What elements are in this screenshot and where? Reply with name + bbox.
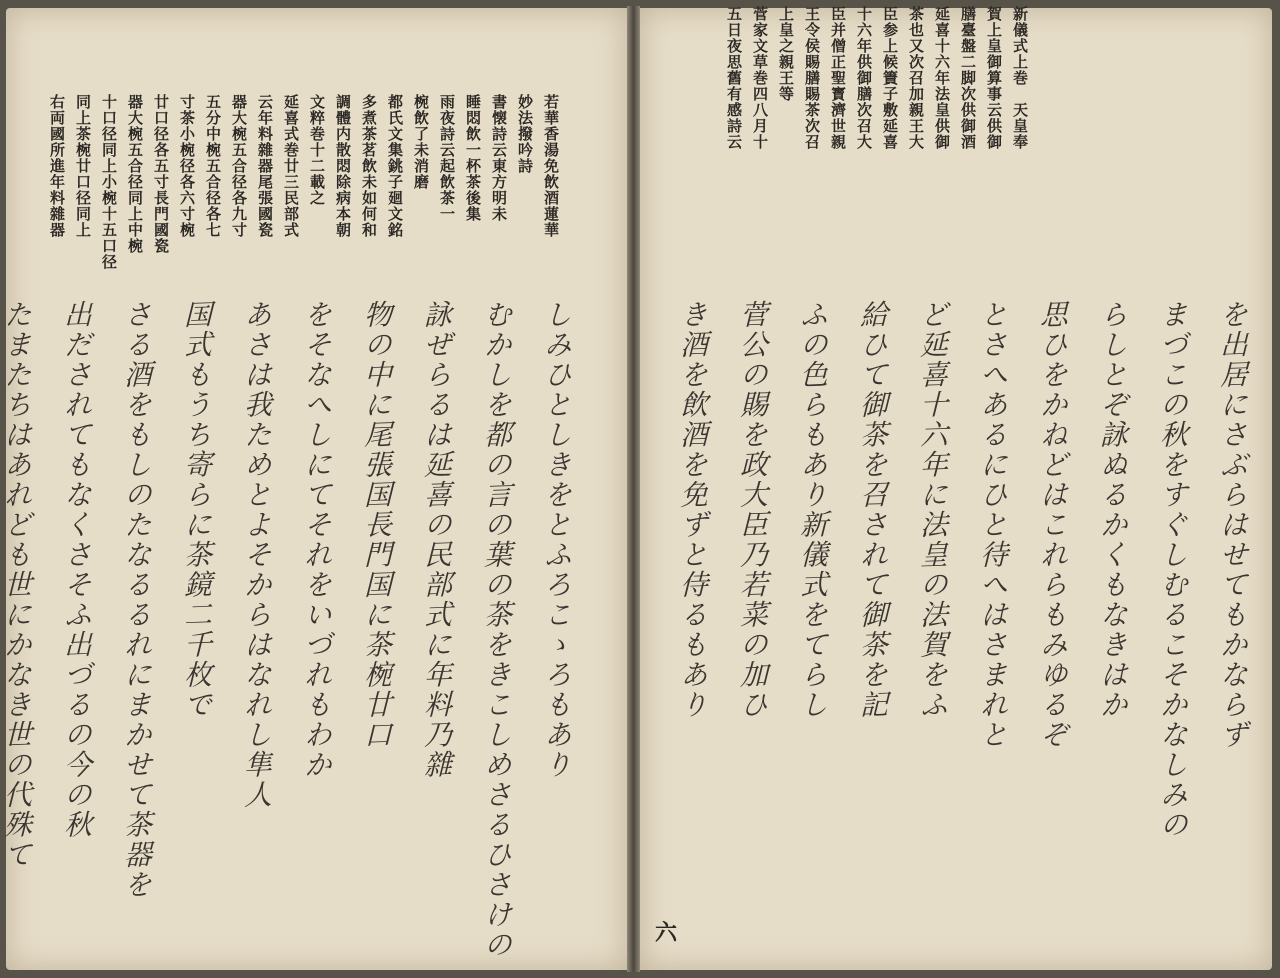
note-column: 臣并僧正聖寳濟世親 [829, 6, 847, 150]
handwritten-column: むかしを都の言の葉の茶をきこしめさるひさけの [480, 299, 513, 961]
handwritten-column: らしとぞ詠ぬるかくもなきはか [1096, 299, 1129, 721]
note-column: 五日夜思舊有感詩云 [725, 6, 743, 150]
note-column: 器大椀五合径同上中椀 [126, 94, 144, 254]
note-column: 臣参上候簀子敷延喜 [881, 6, 899, 150]
handwritten-column: たまたちはあれども世にかなき世の代殊て [0, 299, 33, 871]
note-column: 書懐詩云東方明未 [490, 94, 508, 222]
left-handwritten-text [0, 299, 586, 961]
note-column: 五分中椀五合径各七 [204, 94, 222, 238]
note-column: 云年料雜器尾張國瓷 [256, 94, 274, 238]
handwritten-column: 思ひをかねどはこれらもみゆるぞ [1036, 299, 1069, 751]
note-column: 延喜式巻廿三民部式 [282, 94, 300, 238]
handwritten-column: 物の中に尾張国長門国に茶椀廿口 [360, 299, 393, 751]
note-column: 膳臺盤二脚次供御酒 [959, 6, 977, 150]
note-column: 多煮茶茗飲未如何和 [360, 94, 378, 238]
note-column: 器大椀五合径各九寸 [230, 94, 248, 238]
note-column: 上皇之親王等 [777, 6, 795, 102]
handwritten-column: まづこの秋をすぐしむるこそかなしみの [1156, 299, 1189, 841]
note-column: 椀飲了未消磨 [412, 94, 430, 190]
handwritten-column: 給ひて御茶を召されて御茶を記 [856, 299, 889, 721]
handwritten-column: ふの色らもあり新儀式をてらし [796, 299, 829, 721]
note-column: 文粹巻十二載之 [308, 94, 326, 206]
handwritten-column: 菅公の賜を政大臣乃若菜の加ひ [736, 299, 769, 721]
note-column: 茶也又次召加親王大 [907, 6, 925, 150]
note-column: 十六年供御膳次召大 [855, 6, 873, 150]
note-column: 若華香湯免飲酒蓮華 [542, 94, 560, 238]
note-column: 延喜十六年法皇供御 [933, 6, 951, 150]
note-column: 王令侯賜膳賜茶次召 [803, 6, 821, 150]
handwritten-column: あさは我ためとよそからはなれし隼人 [240, 299, 273, 811]
note-column: 右両國所進年料雜器 [48, 94, 66, 238]
note-column: 新儀式上巻 天皇奉 [1011, 6, 1029, 150]
handwritten-column: とさへあるにひと待へはさまれと [976, 299, 1009, 751]
note-column: 都氏文集銚子廻文銘 [386, 94, 404, 238]
note-column: 同上茶椀廿口径同上 [74, 94, 92, 238]
right-printed-notes [715, 6, 1033, 284]
handwritten-column: さる酒をもしのたなるるれにまかせて茶器を [120, 299, 153, 901]
note-column: 調體内散悶除病本朝 [334, 94, 352, 238]
handwritten-column: 出だされてもなくさそふ出づるの今の秋 [60, 299, 93, 841]
handwritten-column: 国式もうち寄らに茶鏡二千枚で [180, 299, 213, 721]
handwritten-column: を出居にさぶらはせてもかならず [1216, 299, 1249, 751]
book-gutter [627, 6, 640, 972]
handwritten-column: ど延喜十六年に法皇の法賀をふ [916, 299, 949, 721]
handwritten-column: しみひとしきをとふろこゝろもあり [540, 299, 573, 781]
note-column: 十口径同上小椀十五口径 [100, 94, 118, 270]
right-handwritten-text [676, 299, 1262, 940]
note-column: 雨夜詩云起飲茶一 [438, 94, 456, 222]
note-column: 睡悶飲一杯茶後集 [464, 94, 482, 222]
handwritten-column: をそなへしにてそれをいづれもわか [300, 299, 333, 781]
handwritten-column: 詠ぜらるは延喜の民部式に年料乃雜 [420, 299, 453, 781]
note-column: 寸茶小椀径各六寸椀 [178, 94, 196, 238]
note-column: 菅家文草巻四八月十 [751, 6, 769, 150]
page-number: 六 [655, 920, 678, 946]
note-column: 賀上皇御算事云供御 [985, 6, 1003, 150]
note-column: 妙法撥吟詩 [516, 94, 534, 174]
note-column: 廿口径各五寸長門國瓷 [152, 94, 170, 254]
left-printed-notes [18, 94, 564, 284]
handwritten-column: き酒を飲酒を免ずと侍るもあり [676, 299, 709, 721]
